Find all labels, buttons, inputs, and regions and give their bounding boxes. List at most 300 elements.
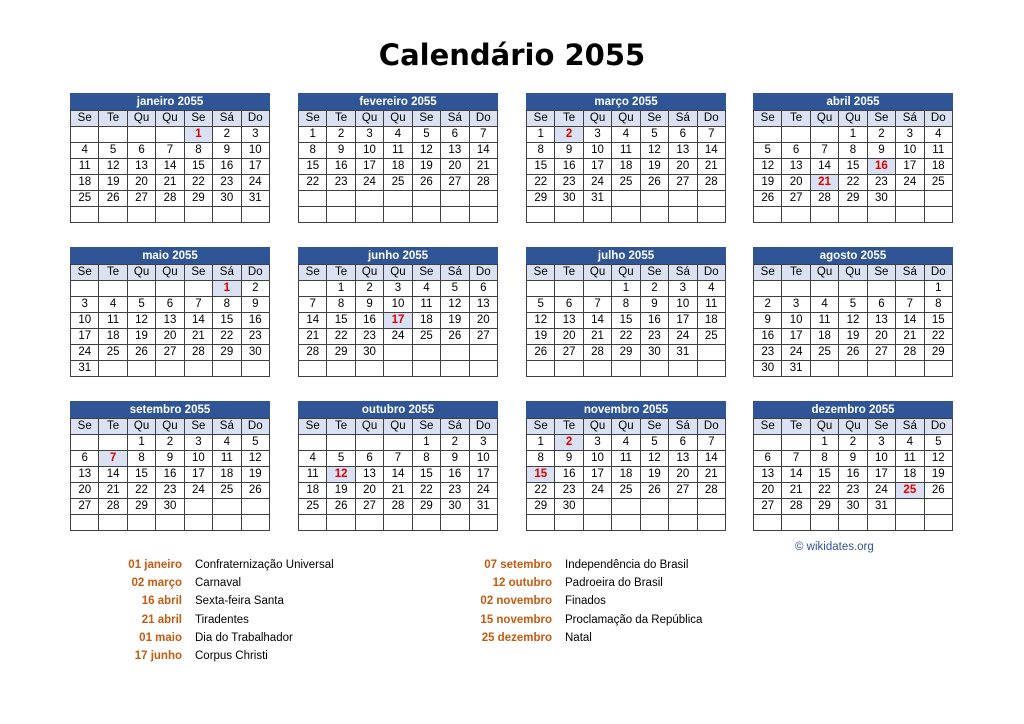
empty-cell [327, 191, 355, 207]
holiday-name: Carnaval [195, 577, 242, 590]
empty-cell [924, 515, 952, 531]
empty-cell [810, 361, 838, 377]
day-cell: 16 [156, 467, 184, 483]
day-cell: 12 [640, 143, 668, 159]
day-cell: 2 [867, 127, 895, 143]
day-cell: 26 [839, 345, 867, 361]
day-cell: 30 [156, 499, 184, 515]
day-cell: 8 [612, 297, 640, 313]
day-cell: 13 [782, 159, 810, 175]
day-cell: 14 [469, 143, 497, 159]
empty-cell [924, 499, 952, 515]
day-cell: 3 [867, 435, 895, 451]
weekday-header: Do [241, 111, 269, 127]
month-title: abril 2055 [753, 93, 953, 110]
day-cell: 5 [527, 297, 555, 313]
day-cell: 11 [924, 143, 952, 159]
empty-cell [640, 207, 668, 223]
day-cell: 21 [896, 329, 924, 345]
month-block [753, 401, 953, 531]
day-cell: 17 [896, 159, 924, 175]
holiday-day-cell: 21 [810, 175, 838, 191]
empty-cell [697, 191, 725, 207]
empty-cell [612, 515, 640, 531]
empty-cell [469, 345, 497, 361]
empty-cell [896, 207, 924, 223]
weekday-header: Sá [896, 419, 924, 435]
empty-cell [839, 281, 867, 297]
weekday-header: Se [640, 419, 668, 435]
day-cell: 20 [754, 483, 782, 499]
day-cell: 26 [441, 329, 469, 345]
day-cell: 17 [241, 159, 269, 175]
empty-cell [754, 435, 782, 451]
day-cell: 6 [669, 435, 697, 451]
day-cell: 5 [640, 435, 668, 451]
day-cell: 13 [156, 313, 184, 329]
day-cell: 26 [924, 483, 952, 499]
day-cell: 6 [355, 451, 383, 467]
day-cell: 4 [924, 127, 952, 143]
holiday-name: Finados [565, 595, 606, 608]
day-cell: 9 [839, 451, 867, 467]
day-cell: 19 [640, 159, 668, 175]
day-cell: 27 [867, 345, 895, 361]
empty-cell [810, 207, 838, 223]
day-cell: 13 [867, 313, 895, 329]
day-cell: 9 [555, 143, 583, 159]
empty-cell [184, 499, 212, 515]
empty-cell [754, 207, 782, 223]
day-cell: 11 [412, 297, 440, 313]
month-block [298, 401, 498, 531]
empty-cell [99, 281, 127, 297]
weekday-header: Se [754, 265, 782, 281]
day-cell: 30 [640, 345, 668, 361]
weekday-header: Se [527, 419, 555, 435]
day-cell: 6 [469, 281, 497, 297]
month-title: novembro 2055 [526, 401, 726, 418]
empty-cell [896, 281, 924, 297]
empty-cell [127, 281, 155, 297]
empty-cell [782, 515, 810, 531]
weekday-header: Sá [213, 419, 241, 435]
empty-cell [867, 281, 895, 297]
empty-cell [412, 207, 440, 223]
day-cell: 3 [355, 127, 383, 143]
empty-cell [896, 515, 924, 531]
day-cell: 23 [355, 329, 383, 345]
day-cell: 18 [99, 329, 127, 345]
day-cell: 5 [640, 127, 668, 143]
day-cell: 3 [71, 297, 99, 313]
weekday-header: Se [412, 419, 440, 435]
weekday-header: Qu [384, 419, 412, 435]
holiday-day-cell: 2 [555, 127, 583, 143]
credit-link[interactable]: © wikidates.org [795, 541, 874, 553]
day-cell: 23 [213, 175, 241, 191]
day-cell: 17 [583, 159, 611, 175]
day-cell: 5 [441, 281, 469, 297]
day-cell: 7 [583, 297, 611, 313]
day-cell: 29 [127, 499, 155, 515]
empty-cell [867, 515, 895, 531]
empty-cell [156, 127, 184, 143]
empty-cell [583, 281, 611, 297]
day-cell: 7 [156, 143, 184, 159]
day-cell: 11 [612, 451, 640, 467]
holiday-day-cell: 12 [327, 467, 355, 483]
weekday-header: Qu [127, 265, 155, 281]
day-cell: 13 [754, 467, 782, 483]
holiday-date: 02 março [131, 577, 182, 590]
empty-cell [669, 207, 697, 223]
empty-cell [839, 207, 867, 223]
weekday-header: Qu [583, 111, 611, 127]
weekday-header: Te [327, 265, 355, 281]
day-cell: 11 [71, 159, 99, 175]
holiday-name: Corpus Christi [195, 650, 268, 662]
day-cell: 16 [327, 159, 355, 175]
day-cell: 4 [612, 127, 640, 143]
day-cell: 5 [924, 435, 952, 451]
weekday-header: Do [241, 265, 269, 281]
weekday-header: Sá [441, 111, 469, 127]
empty-cell [924, 207, 952, 223]
month-block [298, 247, 498, 377]
empty-cell [924, 191, 952, 207]
day-cell: 10 [469, 451, 497, 467]
day-cell: 7 [299, 297, 327, 313]
day-cell: 26 [412, 175, 440, 191]
empty-cell [327, 515, 355, 531]
day-cell: 13 [355, 467, 383, 483]
weekday-header: Qu [612, 419, 640, 435]
day-cell: 6 [782, 143, 810, 159]
empty-cell [924, 361, 952, 377]
day-cell: 27 [782, 191, 810, 207]
day-cell: 1 [612, 281, 640, 297]
day-cell: 19 [441, 313, 469, 329]
empty-cell [441, 361, 469, 377]
day-cell: 18 [697, 313, 725, 329]
day-cell: 21 [782, 483, 810, 499]
day-cell: 10 [583, 143, 611, 159]
empty-cell [782, 127, 810, 143]
weekday-header: Se [640, 111, 668, 127]
empty-cell [782, 435, 810, 451]
day-cell: 5 [127, 297, 155, 313]
day-cell: 26 [527, 345, 555, 361]
day-cell: 15 [839, 159, 867, 175]
weekday-header: Do [697, 265, 725, 281]
weekday-header: Qu [156, 111, 184, 127]
day-cell: 5 [839, 297, 867, 313]
weekday-header: Se [184, 265, 212, 281]
day-cell: 28 [384, 499, 412, 515]
empty-cell [299, 281, 327, 297]
day-cell: 5 [412, 127, 440, 143]
empty-cell [469, 361, 497, 377]
month-block [298, 93, 498, 223]
empty-cell [555, 361, 583, 377]
day-cell: 30 [754, 361, 782, 377]
day-cell: 6 [441, 127, 469, 143]
day-cell: 8 [527, 451, 555, 467]
day-cell: 27 [669, 483, 697, 499]
day-cell: 14 [583, 313, 611, 329]
day-cell: 11 [612, 143, 640, 159]
day-cell: 14 [896, 313, 924, 329]
weekday-header: Se [71, 419, 99, 435]
empty-cell [754, 281, 782, 297]
day-cell: 13 [669, 451, 697, 467]
empty-cell [299, 361, 327, 377]
day-cell: 9 [156, 451, 184, 467]
day-cell: 17 [71, 329, 99, 345]
day-cell: 24 [669, 329, 697, 345]
day-cell: 11 [896, 451, 924, 467]
empty-cell [384, 345, 412, 361]
empty-cell [99, 361, 127, 377]
day-cell: 17 [583, 467, 611, 483]
day-cell: 28 [697, 483, 725, 499]
day-cell: 22 [527, 483, 555, 499]
weekday-header: Te [782, 111, 810, 127]
weekday-header: Qu [355, 265, 383, 281]
day-cell: 26 [99, 191, 127, 207]
day-cell: 24 [583, 483, 611, 499]
day-cell: 20 [469, 313, 497, 329]
day-cell: 16 [441, 467, 469, 483]
empty-cell [697, 361, 725, 377]
weekday-header: Te [555, 111, 583, 127]
weekday-header: Do [697, 111, 725, 127]
day-cell: 16 [355, 313, 383, 329]
holiday-day-cell: 2 [555, 435, 583, 451]
day-cell: 21 [184, 329, 212, 345]
day-cell: 3 [583, 435, 611, 451]
weekday-header: Se [867, 265, 895, 281]
day-cell: 23 [327, 175, 355, 191]
day-cell: 28 [156, 191, 184, 207]
empty-cell [527, 207, 555, 223]
empty-cell [99, 207, 127, 223]
empty-cell [355, 207, 383, 223]
weekday-header: Qu [156, 419, 184, 435]
empty-cell [839, 515, 867, 531]
empty-cell [412, 361, 440, 377]
weekday-header: Do [924, 111, 952, 127]
empty-cell [184, 281, 212, 297]
holiday-date: 02 novembro [480, 595, 552, 608]
day-cell: 18 [810, 329, 838, 345]
day-cell: 25 [924, 175, 952, 191]
day-cell: 9 [555, 451, 583, 467]
day-cell: 28 [184, 345, 212, 361]
weekday-header: Qu [810, 111, 838, 127]
empty-cell [754, 515, 782, 531]
day-cell: 4 [697, 281, 725, 297]
holiday-date: 25 dezembro [481, 631, 552, 644]
holiday-name: Padroeira do Brasil [565, 577, 663, 590]
day-cell: 7 [697, 127, 725, 143]
weekday-header: Se [71, 265, 99, 281]
day-cell: 18 [213, 467, 241, 483]
empty-cell [839, 361, 867, 377]
day-cell: 12 [441, 297, 469, 313]
weekday-header: Se [527, 265, 555, 281]
day-cell: 8 [839, 143, 867, 159]
day-cell: 6 [156, 297, 184, 313]
empty-cell [99, 435, 127, 451]
empty-cell [810, 127, 838, 143]
weekday-header: Qu [355, 111, 383, 127]
day-cell: 17 [669, 313, 697, 329]
weekday-header: Qu [810, 419, 838, 435]
day-cell: 5 [754, 143, 782, 159]
day-cell: 21 [697, 159, 725, 175]
weekday-header: Se [299, 265, 327, 281]
empty-cell [583, 515, 611, 531]
day-cell: 18 [299, 483, 327, 499]
empty-cell [412, 191, 440, 207]
day-cell: 24 [896, 175, 924, 191]
empty-cell [127, 207, 155, 223]
weekday-header: Te [555, 419, 583, 435]
day-cell: 28 [896, 345, 924, 361]
day-cell: 20 [156, 329, 184, 345]
empty-cell [810, 281, 838, 297]
day-cell: 19 [924, 467, 952, 483]
day-cell: 13 [555, 313, 583, 329]
day-cell: 28 [583, 345, 611, 361]
day-cell: 26 [754, 191, 782, 207]
day-cell: 1 [810, 435, 838, 451]
empty-cell [127, 361, 155, 377]
day-cell: 12 [527, 313, 555, 329]
day-cell: 21 [384, 483, 412, 499]
day-cell: 19 [839, 329, 867, 345]
day-cell: 3 [384, 281, 412, 297]
day-cell: 9 [441, 451, 469, 467]
empty-cell [583, 499, 611, 515]
month-block [526, 93, 726, 223]
empty-cell [612, 361, 640, 377]
weekday-header: Do [241, 419, 269, 435]
empty-cell [299, 191, 327, 207]
holiday-date: 07 setembro [484, 559, 552, 571]
day-cell: 19 [754, 175, 782, 191]
empty-cell [156, 515, 184, 531]
empty-cell [71, 207, 99, 223]
empty-cell [384, 435, 412, 451]
day-cell: 1 [527, 127, 555, 143]
weekday-header: Te [327, 419, 355, 435]
day-cell: 1 [839, 127, 867, 143]
holiday-date: 12 outubro [492, 577, 552, 590]
empty-cell [782, 281, 810, 297]
weekday-header: Sá [669, 111, 697, 127]
empty-cell [241, 499, 269, 515]
holiday-item [0, 556, 1024, 574]
holiday-name: Natal [565, 631, 592, 644]
weekday-header: Qu [612, 111, 640, 127]
day-cell: 15 [527, 159, 555, 175]
day-cell: 22 [924, 329, 952, 345]
empty-cell [583, 207, 611, 223]
weekday-header: Te [99, 265, 127, 281]
day-cell: 19 [99, 175, 127, 191]
empty-cell [555, 515, 583, 531]
holiday-date: 01 janeiro [128, 559, 182, 571]
holiday-name: Dia do Trabalhador [195, 631, 293, 644]
empty-cell [612, 191, 640, 207]
day-cell: 11 [697, 297, 725, 313]
empty-cell [640, 191, 668, 207]
empty-cell [355, 435, 383, 451]
weekday-header: Se [71, 111, 99, 127]
day-cell: 17 [782, 329, 810, 345]
day-cell: 31 [782, 361, 810, 377]
day-cell: 10 [896, 143, 924, 159]
holiday-date: 15 novembro [480, 613, 552, 626]
day-cell: 27 [441, 175, 469, 191]
day-cell: 30 [213, 191, 241, 207]
day-cell: 23 [555, 175, 583, 191]
day-cell: 29 [327, 345, 355, 361]
day-cell: 2 [441, 435, 469, 451]
day-cell: 8 [127, 451, 155, 467]
day-cell: 24 [469, 483, 497, 499]
day-cell: 27 [469, 329, 497, 345]
day-cell: 1 [527, 435, 555, 451]
day-cell: 7 [896, 297, 924, 313]
weekday-header: Se [412, 265, 440, 281]
holiday-day-cell: 15 [527, 467, 555, 483]
empty-cell [469, 191, 497, 207]
day-cell: 25 [99, 345, 127, 361]
weekday-header: Qu [156, 265, 184, 281]
day-cell: 9 [355, 297, 383, 313]
day-cell: 25 [71, 191, 99, 207]
day-cell: 30 [355, 345, 383, 361]
day-cell: 14 [156, 159, 184, 175]
day-cell: 12 [241, 451, 269, 467]
month-title: dezembro 2055 [753, 401, 953, 418]
day-cell: 14 [697, 143, 725, 159]
empty-cell [355, 191, 383, 207]
empty-cell [896, 191, 924, 207]
day-cell: 8 [327, 297, 355, 313]
day-cell: 15 [184, 159, 212, 175]
weekday-header: Se [867, 419, 895, 435]
day-cell: 3 [583, 127, 611, 143]
empty-cell [669, 191, 697, 207]
day-cell: 20 [71, 483, 99, 499]
holiday-day-cell: 25 [896, 483, 924, 499]
empty-cell [697, 207, 725, 223]
empty-cell [555, 281, 583, 297]
day-cell: 29 [612, 345, 640, 361]
weekday-header: Qu [583, 265, 611, 281]
day-cell: 21 [299, 329, 327, 345]
day-cell: 25 [697, 329, 725, 345]
day-cell: 20 [127, 175, 155, 191]
empty-cell [697, 345, 725, 361]
weekday-header: Qu [355, 419, 383, 435]
day-cell: 27 [754, 499, 782, 515]
